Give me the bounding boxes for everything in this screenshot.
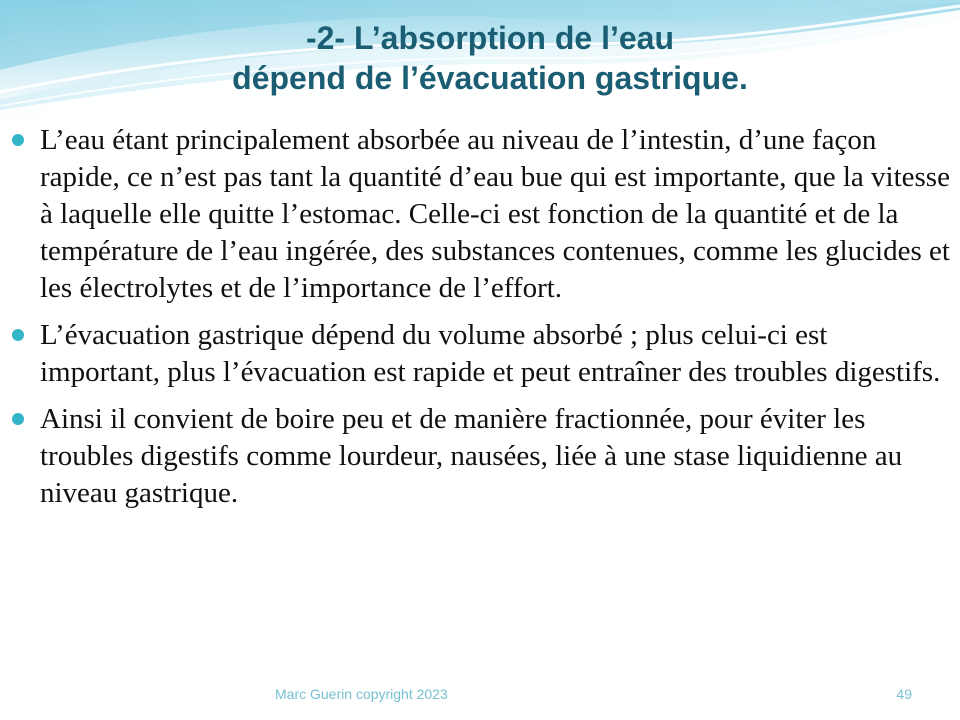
bullet-text: L’eau étant principalement absorbée au niveau de l’intestin, d’une façon rapide, ce n’est pas tant la quantité d’eau bue qui est importante, que la vitesse à laquelle elle quitte l’estomac. Celle-ci est fonction de la quantité et de la température de l’eau ingérée, des substances contenues, comme les glucides et les électrolytes et de l’importance de l’effort.: [40, 124, 950, 304]
bullet-icon: [12, 134, 24, 146]
bullet-item: [0, 317, 960, 391]
slide-title: [110, 18, 870, 98]
bullet-icon: [12, 329, 24, 341]
footer-copyright: Marc Guerin copyright 2023: [275, 686, 448, 702]
slide-title-line-2: dépend de l’évacuation gastrique.: [232, 60, 748, 96]
slide-title-line-1: -2- L’absorption de l’eau: [305, 20, 675, 56]
bullet-item: [0, 401, 960, 512]
bullet-text: Ainsi il convient de boire peu et de manière fractionnée, pour éviter les troubles digestifs comme lourdeur, nausées, liée à une stase liquidienne au niveau gastrique.: [40, 403, 903, 509]
bullet-icon: [12, 413, 24, 425]
slide-body: [0, 122, 960, 522]
page-number: 49: [896, 686, 912, 702]
bullet-item: [0, 122, 960, 307]
bullet-text: L’évacuation gastrique dépend du volume absorbé ; plus celui-ci est important, plus l’évacuation est rapide et peut entraîner des troubles digestifs.: [40, 319, 941, 388]
